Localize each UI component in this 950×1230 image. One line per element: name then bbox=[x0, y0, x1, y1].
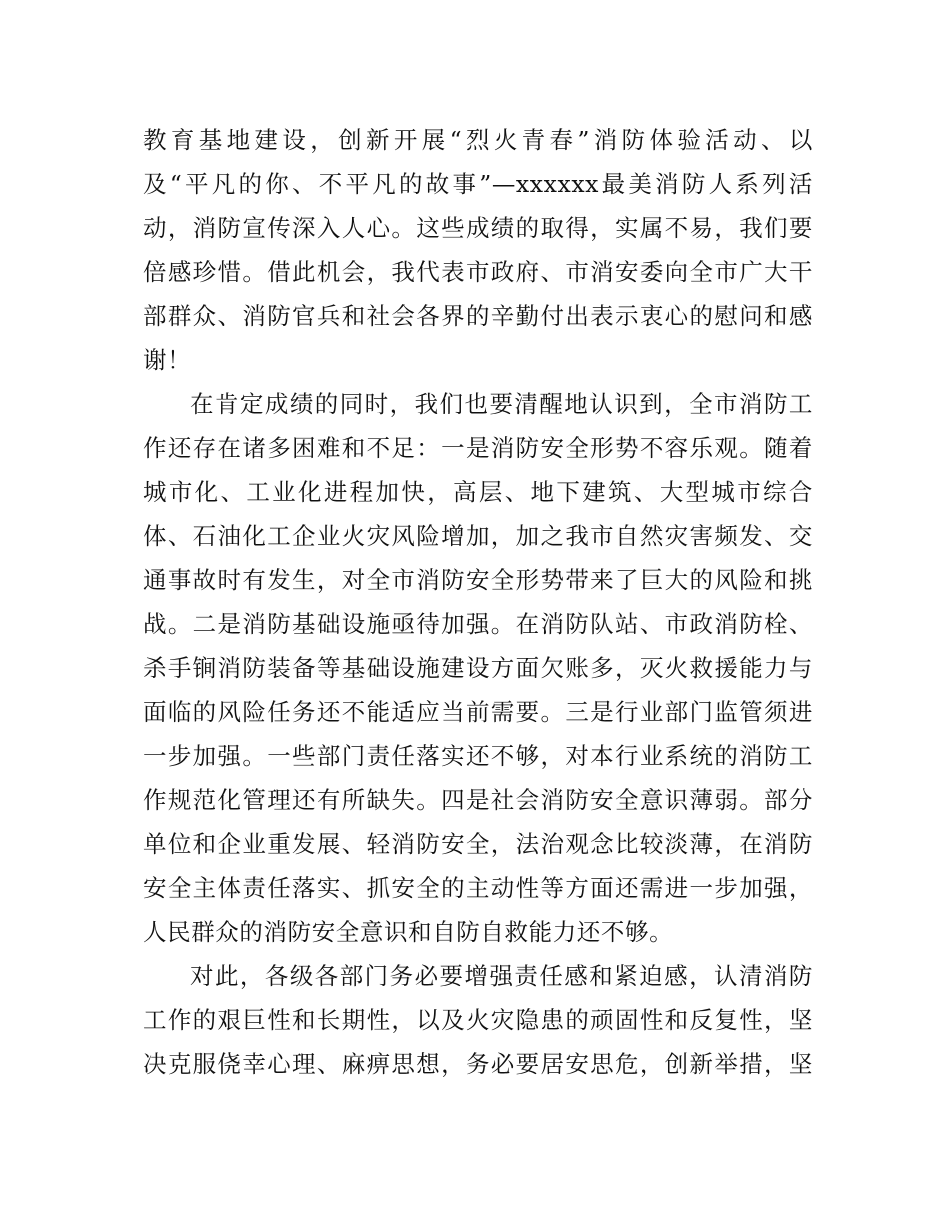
text-line: 战。二是消防基础设施亟待加强。在消防队站、市政消防栓、 bbox=[143, 610, 813, 638]
text-line: 杀手锏消防装备等基础设施建设方面欠账多，灭火救援能力与 bbox=[143, 654, 813, 682]
text-line: 倍感珍惜。借此机会，我代表市政府、市消安委向全市广大干 bbox=[143, 258, 813, 286]
text-line: 工作的艰巨性和长期性，以及火灾隐患的顽固性和反复性，坚 bbox=[143, 1006, 813, 1034]
text-line: 人民群众的消防安全意识和自防自救能力还不够。 bbox=[143, 918, 674, 946]
text-line: 决克服侥幸心理、麻痹思想，务必要居安思危，创新举措，坚 bbox=[143, 1050, 813, 1078]
text-line: 作规范化管理还有所缺失。四是社会消防安全意识薄弱。部分 bbox=[143, 786, 813, 814]
text-line: 一步加强。一些部门责任落实还不够，对本行业系统的消防工 bbox=[143, 742, 813, 770]
paragraph-start-line: 在肯定成绩的同时，我们也要清醒地认识到，全市消防工 bbox=[190, 390, 813, 418]
text-line: 谢！ bbox=[143, 346, 192, 374]
text-line: 体、石油化工企业火灾风险增加，加之我市自然灾害频发、交 bbox=[143, 522, 813, 550]
paragraph-start-line: 对此，各级各部门务必要增强责任感和紧迫感，认清消防 bbox=[190, 962, 813, 990]
text-line: 教育基地建设，创新开展“烈火青春”消防体验活动、以 bbox=[143, 126, 813, 154]
text-line: 城市化、工业化进程加快，高层、地下建筑、大型城市综合 bbox=[143, 478, 813, 506]
text-line: 安全主体责任落实、抓安全的主动性等方面还需进一步加强， bbox=[143, 874, 813, 902]
text-line: 通事故时有发生，对全市消防安全形势带来了巨大的风险和挑 bbox=[143, 566, 813, 594]
text-line: 及“平凡的你、不平凡的故事”—xxxxxx最美消防人系列活 bbox=[143, 170, 813, 198]
text-line: 单位和企业重发展、轻消防安全，法治观念比较淡薄，在消防 bbox=[143, 830, 813, 858]
text-line: 动，消防宣传深入人心。这些成绩的取得，实属不易，我们要 bbox=[143, 214, 813, 242]
document-body bbox=[143, 118, 813, 1086]
text-line: 作还存在诸多困难和不足：一是消防安全形势不容乐观。随着 bbox=[143, 434, 813, 462]
text-line: 部群众、消防官兵和社会各界的辛勤付出表示衷心的慰问和感 bbox=[143, 302, 813, 330]
text-line: 面临的风险任务还不能适应当前需要。三是行业部门监管须进 bbox=[143, 698, 813, 726]
